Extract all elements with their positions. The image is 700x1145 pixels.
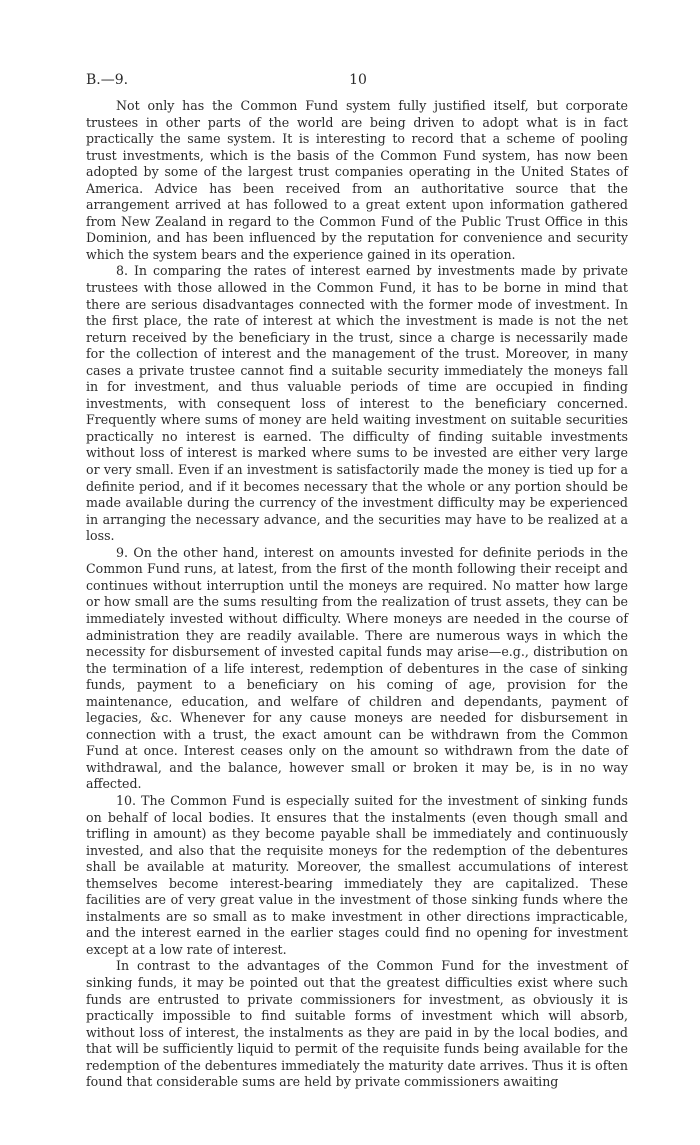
paragraph-10-sinking-funds: 10. The Common Fund is especially suited for the investment of sinking funds on behalf of local bodies. It ensures that the instalments (even though small and trifling in amount) as they become payable shall be immediately and continuously invested, and also that the requisite moneys for the redemption of the debentures shall be available at maturity. Moreover, the smallest accumulations of interest themselves become interest-bearing immediately they are capitalized. These facilities are of very great value in the investment of those sinking funds where the instalments are so small as to make investment in other directions impracticable, and the interest earned in the earlier stages could find no opening for investment except at a low rate of interest. xyxy=(86,792,628,957)
paragraph-common-fund-adoption: Not only has the Common Fund system fully justified itself, but corporate trustees in other parts of the world are being driven to adopt what is in fact practically the same system. It is interesting to record that a scheme of pooling trust investments, which is the basis of the Common Fund system, has now been adopted by some of the largest trust companies operating in the United States of America. Advice has been received from an authoritative source that the arrangement arrived at has followed to a great extent upon information gathered from New Zealand in regard to the Common Fund of the Public Trust Office in this Dominion, and has been influenced by the reputation for convenience and security which the system bears and the experience gained in its operation. xyxy=(86,98,628,262)
page-header xyxy=(86,72,626,92)
document-reference: B.—9. xyxy=(86,72,129,88)
document-body xyxy=(86,98,628,1091)
paragraph-8-private-trustees: 8. In comparing the rates of interest earned by investments made by private trustees with those allowed in the Common Fund, it has to be borne in mind that there are serious disadvantages connected with the former mode of investment. In the first place, the rate of interest at which the investment is made is not the net return received by the beneficiary in the trust, since a charge is necessarily made for the collection of interest and the management of the trust. Moreover, in many cases a private trustee cannot find a suitable security immediately the moneys fall in for investment, and thus valuable periods of time are occupied in finding investments, with consequent loss of interest to the beneficiary concerned. Frequently where sums of money are held waiting investment on suitable securities practically no interest is earned. The difficulty of finding suitable investments without loss of interest is marked where sums to be invested are either very large or very small. Even if an investment is satisfactorily made the money is tied up for a definite period, and if it becomes necessary that the whole or any portion should be made available during the currency of the investment difficulty may be experienced in arranging the necessary advance, and the securities may have to be realized at a loss. xyxy=(86,263,628,544)
paragraph-contrast-private-commissioners: In contrast to the advantages of the Common Fund for the investment of sinking funds, it may be pointed out that the greatest difficulties exist where such funds are entrusted to private commissioners for investment, as obviously it is practically impossible to find suitable forms of investment which will absorb, without loss of interest, the instalments as they are paid in by the local bodies, and that will be sufficiently liquid to permit of the requisite funds being available for the redemption of the debentures immediately the maturity date arrives. Thus it is often found that considerable sums are held by private commissioners awaiting xyxy=(86,958,628,1090)
paragraph-9-common-fund-interest: 9. On the other hand, interest on amounts invested for definite periods in the Common Fund runs, at latest, from the first of the month following their receipt and continues without interruption until the moneys are required. No matter how large or how small are the sums resulting from the realization of trust assets, they can be immediately invested without difficulty. Where moneys are needed in the course of administration they are readily available. There are numerous ways in which the necessity for disbursement of invested capital funds may arise—e.g., distribution on the termination of a life interest, redemption of debentures in the case of sinking funds, payment to a beneficiary on his coming of age, provision for the maintenance, education, and welfare of children and dependants, payment of legacies, &c. Whenever for any cause moneys are needed for disbursement in connection with a trust, the exact amount can be withdrawn from the Common Fund at once. Interest ceases only on the amount so withdrawn from the date of withdrawal, and the balance, however small or broken it may be, is in no way affected. xyxy=(86,544,628,792)
page-number: 10 xyxy=(349,72,367,88)
